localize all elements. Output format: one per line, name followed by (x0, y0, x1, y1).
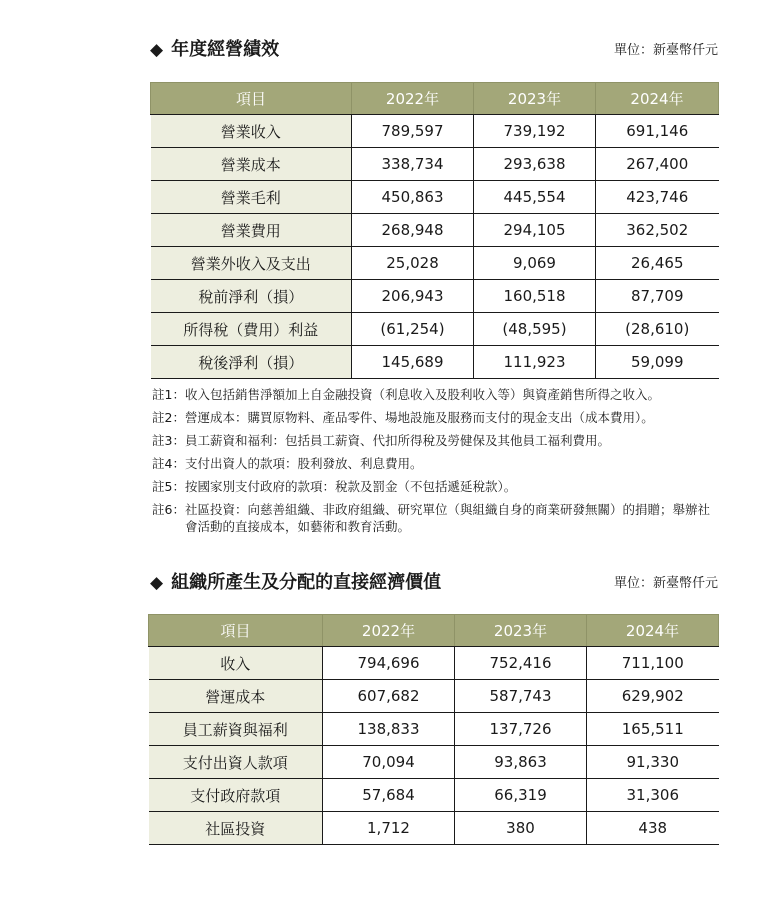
table-row (151, 148, 719, 181)
footnote-text: 員工薪資和福利：包括員工薪資、代扣所得稅及勞健保及其他員工福利費用。 (184, 433, 610, 448)
cell-2022: 607,682 (323, 680, 455, 713)
cell-2022: 145,689 (352, 346, 474, 379)
cell-2024: 87,709 (596, 280, 719, 313)
cell-2023: 66,319 (455, 779, 587, 812)
cell-2024: 59,099 (596, 346, 719, 379)
cell-2022: 789,597 (352, 115, 474, 148)
row-label: 稅前淨利（損） (151, 280, 352, 313)
column-header-2024: 2024年 (596, 83, 719, 115)
cell-2024: 423,746 (596, 181, 719, 214)
section-header-economic-value (150, 569, 718, 597)
cell-2024: 691,146 (596, 115, 719, 148)
cell-2022: 450,863 (352, 181, 474, 214)
cell-2024: (28,610) (596, 313, 719, 346)
cell-2022: 57,684 (323, 779, 455, 812)
row-label: 稅後淨利（損） (151, 346, 352, 379)
cell-2023: 752,416 (455, 647, 587, 680)
row-label: 營運成本 (149, 680, 323, 713)
cell-2023: 9,069 (474, 247, 596, 280)
cell-2024: 91,330 (587, 746, 719, 779)
cell-2022: 1,712 (323, 812, 455, 845)
footnote-id: 註5： (152, 479, 185, 494)
table-row (149, 647, 719, 680)
cell-2023: 93,863 (455, 746, 587, 779)
row-label: 營業費用 (151, 214, 352, 247)
cell-2024: 31,306 (587, 779, 719, 812)
cell-2024: 267,400 (596, 148, 719, 181)
column-header-2022: 2022年 (323, 615, 455, 647)
table-row (149, 680, 719, 713)
cell-2024: 629,902 (587, 680, 719, 713)
section-header-annual-performance (150, 36, 718, 64)
diamond-bullet-icon: ◆ (150, 573, 164, 593)
footnote-id: 註3： (152, 433, 185, 448)
cell-2023: 111,923 (474, 346, 596, 379)
cell-2022: 794,696 (323, 647, 455, 680)
footnote-id: 註4： (152, 456, 185, 471)
cell-2022: (61,254) (352, 313, 474, 346)
table-row (151, 280, 719, 313)
cell-2023: (48,595) (474, 313, 596, 346)
footnote (152, 478, 732, 495)
row-label: 所得稅（費用）利益 (151, 313, 352, 346)
cell-2024: 711,100 (587, 647, 719, 680)
footnote-id: 註1： (152, 387, 185, 402)
footnote-id: 註6： (152, 502, 185, 517)
annual-performance-table (150, 82, 719, 379)
footnote-text: 社區投資：向慈善組織、非政府組織、研究單位（與組織自身的商業研發無關）的捐贈；舉辦社會活動的直接成本，如藝術和教育活動。 (184, 502, 710, 534)
cell-2023: 587,743 (455, 680, 587, 713)
cell-2022: 206,943 (352, 280, 474, 313)
footnotes (152, 386, 732, 541)
cell-2022: 70,094 (323, 746, 455, 779)
table-row (151, 181, 719, 214)
table-header-row (151, 83, 719, 115)
section-title-text: 組織所產生及分配的直接經濟價值 (171, 572, 442, 593)
row-label: 支付政府款項 (149, 779, 323, 812)
column-header-2024: 2024年 (587, 615, 719, 647)
economic-value-table (148, 614, 719, 845)
section-title (150, 36, 279, 64)
unit-label: 單位：新臺幣仟元 (613, 576, 718, 591)
table-header-row (149, 615, 719, 647)
row-label: 營業毛利 (151, 181, 352, 214)
table-row (151, 214, 719, 247)
row-label: 營業外收入及支出 (151, 247, 352, 280)
diamond-bullet-icon: ◆ (150, 40, 164, 60)
row-label: 營業收入 (151, 115, 352, 148)
column-header-2022: 2022年 (352, 83, 474, 115)
cell-2024: 165,511 (587, 713, 719, 746)
cell-2023: 445,554 (474, 181, 596, 214)
section-title-text: 年度經營績效 (171, 39, 280, 60)
cell-2022: 138,833 (323, 713, 455, 746)
column-header-2023: 2023年 (455, 615, 587, 647)
footnote (152, 409, 732, 426)
cell-2023: 293,638 (474, 148, 596, 181)
column-header-item: 項目 (151, 83, 352, 115)
footnote-text: 支付出資人的款項：股利發放、利息費用。 (184, 456, 423, 471)
column-header-2023: 2023年 (474, 83, 596, 115)
row-label: 員工薪資與福利 (149, 713, 323, 746)
cell-2022: 25,028 (352, 247, 474, 280)
footnote-text: 營運成本：購買原物料、產品零件、場地設施及服務而支付的現金支出（成本費用）。 (184, 410, 654, 425)
cell-2022: 268,948 (352, 214, 474, 247)
table-row (149, 812, 719, 845)
table-row (151, 247, 719, 280)
table-row (151, 346, 719, 379)
footnote (152, 386, 732, 403)
cell-2024: 362,502 (596, 214, 719, 247)
cell-2023: 739,192 (474, 115, 596, 148)
section-title (150, 569, 441, 597)
row-label: 社區投資 (149, 812, 323, 845)
cell-2024: 26,465 (596, 247, 719, 280)
footnote-id: 註2： (152, 410, 185, 425)
cell-2023: 160,518 (474, 280, 596, 313)
column-header-item: 項目 (149, 615, 323, 647)
cell-2022: 338,734 (352, 148, 474, 181)
cell-2024: 438 (587, 812, 719, 845)
table-row (149, 746, 719, 779)
footnote (152, 455, 732, 472)
footnote-text: 按國家別支付政府的款項：稅款及罰金（不包括遞延稅款）。 (184, 479, 517, 494)
footnote (152, 501, 712, 535)
row-label: 收入 (149, 647, 323, 680)
table-row (151, 115, 719, 148)
cell-2023: 294,105 (474, 214, 596, 247)
footnote-text: 收入包括銷售淨額加上自金融投資（利息收入及股利收入等）與資產銷售所得之收入。 (184, 387, 660, 402)
footnote (152, 432, 732, 449)
table-row (151, 313, 719, 346)
table-row (149, 713, 719, 746)
row-label: 支付出資人款項 (149, 746, 323, 779)
row-label: 營業成本 (151, 148, 352, 181)
table-row (149, 779, 719, 812)
cell-2023: 137,726 (455, 713, 587, 746)
cell-2023: 380 (455, 812, 587, 845)
unit-label: 單位：新臺幣仟元 (613, 43, 718, 58)
